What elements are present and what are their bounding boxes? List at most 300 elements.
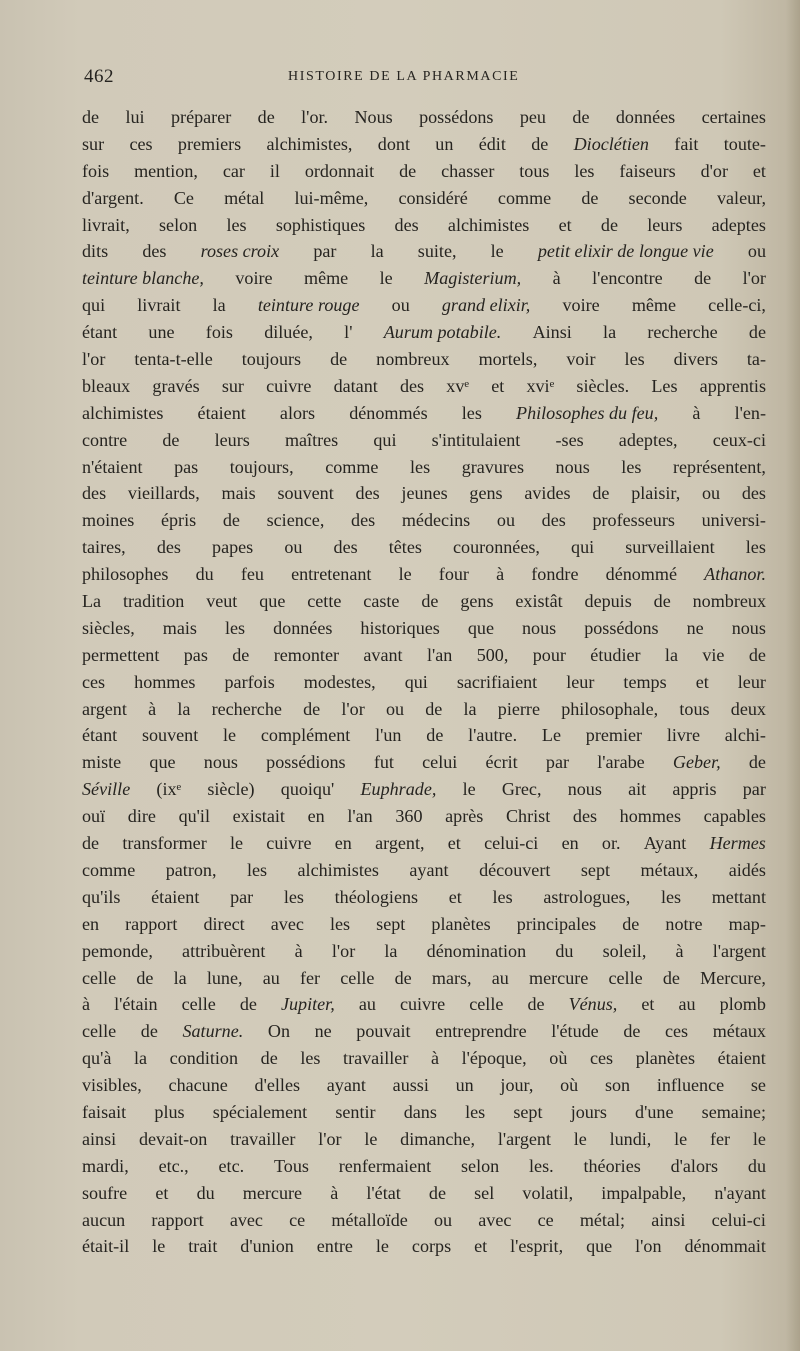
word: le xyxy=(223,725,237,746)
word: 360 xyxy=(395,806,423,827)
word: mars, xyxy=(431,967,472,988)
text-line xyxy=(82,212,766,239)
word: possédons xyxy=(419,107,494,127)
word: toujours xyxy=(241,349,302,370)
word: apprentis xyxy=(699,375,766,396)
word: aidés xyxy=(728,859,766,880)
word: écrit xyxy=(485,752,518,773)
word: et xyxy=(695,671,709,692)
word: l'autre. xyxy=(468,725,518,746)
word: Aurum potabile. xyxy=(383,322,502,343)
text-line xyxy=(82,265,766,292)
word: ta- xyxy=(746,349,766,370)
word: lui-même, xyxy=(294,187,369,208)
word: et xyxy=(447,833,461,854)
word: petit elixir de longue vie xyxy=(537,241,714,262)
text-line xyxy=(82,158,766,185)
word: Geber, xyxy=(672,752,721,773)
text-line xyxy=(82,776,766,803)
word: de xyxy=(425,698,443,719)
page-edge-shadow xyxy=(786,0,800,1351)
word: Le xyxy=(541,725,561,746)
word: diluée, xyxy=(264,322,313,343)
word: temps xyxy=(623,671,667,692)
word: l'état xyxy=(366,1182,401,1203)
word: universi- xyxy=(701,510,766,531)
word: nombreux xyxy=(692,591,766,612)
word: ce xyxy=(537,1209,554,1230)
word: dimanche, xyxy=(400,1128,476,1149)
word: corps xyxy=(411,1236,452,1257)
word: avec xyxy=(478,1209,512,1230)
word: d'une xyxy=(635,1101,674,1122)
word: données xyxy=(273,617,333,638)
word: planètes xyxy=(635,1048,695,1069)
word: Les xyxy=(651,375,678,396)
word: de xyxy=(592,483,610,504)
word: Saturne. xyxy=(182,1021,244,1042)
word: hommes xyxy=(134,671,196,692)
word: gravés xyxy=(152,375,200,396)
word: depuis xyxy=(584,591,632,612)
word: leurs xyxy=(647,214,683,235)
word: d'union xyxy=(240,1236,294,1257)
word: et xyxy=(558,214,572,235)
word: par xyxy=(742,779,766,800)
word: de xyxy=(239,994,257,1015)
word: le xyxy=(674,1128,688,1149)
body-text xyxy=(82,104,766,1260)
text-line xyxy=(82,749,766,776)
word: 500, xyxy=(476,644,509,665)
word: leur xyxy=(566,671,595,692)
word: de xyxy=(394,967,412,988)
word: dénommé xyxy=(605,564,677,585)
word: celle xyxy=(82,967,117,988)
word: pas xyxy=(174,456,199,477)
word: des xyxy=(142,241,167,262)
word: xvᵉ xyxy=(446,375,470,396)
word: Hermes xyxy=(709,833,766,854)
word: d'or xyxy=(700,160,728,181)
word: mention, xyxy=(134,160,198,181)
word: se xyxy=(750,1075,766,1096)
word: chasser xyxy=(441,160,495,181)
word: tenta-t-elle xyxy=(134,349,213,370)
word: avec xyxy=(270,913,304,934)
word: aussi xyxy=(392,1075,429,1096)
word: du xyxy=(196,1182,215,1203)
text-line xyxy=(82,507,766,534)
word: appris xyxy=(672,779,717,800)
word: étaient xyxy=(151,886,200,907)
word: ne xyxy=(314,1021,332,1042)
word: celui-ci xyxy=(711,1209,766,1230)
word: plaisir, xyxy=(631,483,681,504)
word: celle xyxy=(181,994,216,1015)
text-line xyxy=(82,480,766,507)
word: avant xyxy=(363,644,403,665)
word: théories xyxy=(583,1155,641,1176)
word: la xyxy=(134,1048,148,1069)
word: l'argent xyxy=(712,940,766,961)
word: de xyxy=(653,591,671,612)
word: trait xyxy=(188,1236,218,1257)
word: en xyxy=(307,806,325,827)
word: pemonde, xyxy=(82,940,153,961)
word: direct xyxy=(203,913,245,934)
word: médecins xyxy=(401,510,471,531)
word: données xyxy=(615,107,676,127)
text-line xyxy=(82,615,766,642)
word: travailler xyxy=(343,1048,409,1069)
word: pour xyxy=(532,644,566,665)
word: théologiens xyxy=(334,886,419,907)
word: jeunes xyxy=(401,483,448,504)
word: sentir xyxy=(335,1101,376,1122)
word: des xyxy=(156,537,181,558)
word: du xyxy=(747,1155,766,1176)
word: aucun xyxy=(82,1209,126,1230)
word: historiques xyxy=(360,617,440,638)
word: recherche xyxy=(211,698,282,719)
word: en xyxy=(561,833,579,854)
word: siècle) xyxy=(207,779,255,800)
word: et xyxy=(641,994,655,1015)
word: un xyxy=(435,133,454,154)
word: et xyxy=(491,375,505,396)
text-line xyxy=(82,1126,766,1153)
word: Ayant xyxy=(643,833,687,854)
word: volatil, xyxy=(522,1182,574,1203)
word: lune, xyxy=(206,967,243,988)
word: ayant xyxy=(326,1075,366,1096)
word: plomb xyxy=(719,994,766,1015)
word: de xyxy=(136,967,154,988)
word: en xyxy=(334,833,352,854)
word: professeurs xyxy=(592,510,675,531)
word: ou xyxy=(385,698,405,719)
word: les xyxy=(465,1101,486,1122)
word: philosophes xyxy=(82,564,169,585)
word: de xyxy=(572,107,590,127)
word: de xyxy=(140,1021,158,1042)
word: à xyxy=(82,994,91,1015)
word: cette xyxy=(307,591,342,612)
text-line xyxy=(82,427,766,454)
word: jour, xyxy=(500,1075,534,1096)
word: selon xyxy=(461,1155,500,1176)
word: le xyxy=(752,1128,766,1149)
word: veut xyxy=(206,591,238,612)
word: Euphrade, xyxy=(360,779,437,800)
word: de xyxy=(330,349,348,370)
word: ou xyxy=(391,295,410,316)
word: les xyxy=(621,456,642,477)
word: sacrifiaient xyxy=(456,671,538,692)
word: l'époque, xyxy=(461,1048,527,1069)
word: un xyxy=(455,1075,474,1096)
word: la xyxy=(177,698,191,719)
word: l'or xyxy=(82,349,106,370)
word: n'ayant xyxy=(714,1182,766,1203)
word: la xyxy=(212,295,226,316)
word: Tous xyxy=(273,1155,309,1176)
word: considéré xyxy=(398,187,468,208)
word: de xyxy=(748,322,766,343)
word: fer xyxy=(300,967,321,988)
word: étaient xyxy=(197,402,246,423)
running-head: HISTOIRE DE LA PHARMACIE xyxy=(288,69,520,84)
word: étant xyxy=(82,725,118,746)
word: la xyxy=(463,698,477,719)
word: capables xyxy=(703,806,766,827)
word: que xyxy=(586,1236,613,1257)
word: de xyxy=(232,644,250,665)
word: l'or xyxy=(341,698,365,719)
word: les xyxy=(660,886,682,907)
word: alors xyxy=(279,402,316,423)
word: ou xyxy=(702,483,721,504)
word: toute- xyxy=(723,133,766,154)
word: qui xyxy=(404,671,428,692)
word: nombreux xyxy=(376,349,450,370)
word: le xyxy=(379,268,393,289)
word: mais xyxy=(221,483,256,504)
word: rapport xyxy=(151,1209,204,1230)
word: celle xyxy=(82,1021,117,1042)
word: alchimistes xyxy=(447,214,530,235)
word: remonter xyxy=(273,644,340,665)
word: entretenant xyxy=(291,564,372,585)
word: pouvait xyxy=(356,1021,411,1042)
text-line xyxy=(82,696,766,723)
word: Ainsi xyxy=(532,322,572,343)
text-line xyxy=(82,131,766,158)
word: le xyxy=(573,1128,587,1149)
word: dénommait xyxy=(684,1236,766,1257)
word: les xyxy=(461,402,482,423)
word: ou xyxy=(747,241,766,262)
word: chacune xyxy=(168,1075,228,1096)
word: de xyxy=(82,833,100,854)
word: dénomination xyxy=(426,940,527,961)
word: ou xyxy=(284,537,303,558)
word: On xyxy=(267,1021,290,1042)
word: des xyxy=(351,510,376,531)
word: principales xyxy=(516,913,597,934)
word: au xyxy=(262,967,280,988)
text-line xyxy=(82,1099,766,1126)
word: le xyxy=(375,1236,389,1257)
word: ces xyxy=(589,1048,614,1069)
text-line xyxy=(82,1072,766,1099)
word: d'alors xyxy=(670,1155,719,1176)
word: l'étude xyxy=(551,1021,599,1042)
word: bleaux xyxy=(82,375,131,396)
word: science, xyxy=(266,510,325,531)
word: feu xyxy=(240,564,264,585)
word: et xyxy=(752,160,766,181)
word: la xyxy=(370,241,384,262)
word: en xyxy=(82,913,100,934)
word: édit xyxy=(478,133,506,154)
word: tradition xyxy=(122,591,185,612)
word: les xyxy=(624,349,645,370)
word: qu'à xyxy=(82,1048,112,1069)
word: le xyxy=(152,1236,166,1257)
word: argent, xyxy=(375,833,425,854)
word: qui xyxy=(373,429,397,450)
word: l'arabe xyxy=(597,752,645,773)
word: mettant xyxy=(711,886,766,907)
word: représentent, xyxy=(672,456,766,477)
word: des xyxy=(741,483,766,504)
page-number: 462 xyxy=(84,66,114,87)
word: de xyxy=(748,752,766,773)
word: les xyxy=(224,617,246,638)
word: les xyxy=(226,214,247,235)
word: ou xyxy=(433,1209,453,1230)
word: étant xyxy=(82,322,118,343)
word: rapport xyxy=(125,913,178,934)
word: semaine; xyxy=(701,1101,766,1122)
text-line xyxy=(82,938,766,965)
word: au xyxy=(358,994,376,1015)
word: étaient xyxy=(717,1048,766,1069)
word: avec xyxy=(229,1209,263,1230)
text-line xyxy=(82,642,766,669)
word: de xyxy=(82,107,100,127)
word: attribuèrent xyxy=(182,940,266,961)
word: faisait xyxy=(82,1101,127,1122)
word: jours xyxy=(570,1101,607,1122)
word: grand elixir, xyxy=(441,295,531,316)
word: dits xyxy=(82,241,109,262)
word: philosophale, xyxy=(561,698,659,719)
word: plus xyxy=(154,1101,185,1122)
word: le xyxy=(490,241,504,262)
word: des xyxy=(355,483,380,504)
word: les. xyxy=(529,1155,554,1176)
word: notre xyxy=(665,913,703,934)
word: gravures xyxy=(461,456,524,477)
word: alchimistes xyxy=(297,859,379,880)
word: l'or xyxy=(331,940,356,961)
word: La xyxy=(82,591,102,612)
text-line xyxy=(82,991,766,1018)
word: l' xyxy=(344,322,353,343)
text-line xyxy=(82,185,766,212)
word: de xyxy=(581,187,599,208)
word: ordonnait xyxy=(304,160,375,181)
word: d'elles xyxy=(254,1075,301,1096)
word: pas xyxy=(183,644,208,665)
word: l'étain xyxy=(114,994,158,1015)
word: ces xyxy=(665,1021,689,1042)
text-line xyxy=(82,454,766,481)
text-line xyxy=(82,1180,766,1207)
word: du xyxy=(195,564,214,585)
word: ainsi xyxy=(82,1128,117,1149)
word: le xyxy=(364,1128,378,1149)
word: d'argent. xyxy=(82,187,144,208)
word: cuivre xyxy=(399,994,446,1015)
word: souvent xyxy=(277,483,334,504)
word: toujours, xyxy=(229,456,294,477)
word: sept xyxy=(376,913,406,934)
word: dans xyxy=(403,1101,437,1122)
word: celle xyxy=(608,967,643,988)
word: ayant xyxy=(409,859,449,880)
word: livrait, xyxy=(82,214,130,235)
word: les xyxy=(745,537,766,558)
word: ou xyxy=(496,510,515,531)
word: de xyxy=(600,214,618,235)
word: existait xyxy=(232,806,285,827)
word: travailler xyxy=(230,1128,296,1149)
word: contre xyxy=(82,429,128,450)
text-line xyxy=(82,400,766,427)
word: la xyxy=(173,967,187,988)
word: les xyxy=(283,886,304,907)
word: Séville xyxy=(82,779,131,800)
word: devait-on xyxy=(138,1128,208,1149)
word: où xyxy=(560,1075,579,1096)
text-line xyxy=(82,911,766,938)
word: influence xyxy=(656,1075,725,1096)
word: sur xyxy=(82,133,105,154)
word: teinture blanche, xyxy=(82,268,204,289)
text-line xyxy=(82,830,766,857)
word: alchimistes xyxy=(82,402,164,423)
word: l'en- xyxy=(734,402,766,423)
word: visibles, xyxy=(82,1075,142,1096)
word: des xyxy=(333,537,358,558)
word: livre xyxy=(666,725,700,746)
word: nous xyxy=(731,617,766,638)
word: soleil, xyxy=(602,940,647,961)
word: comme xyxy=(325,456,379,477)
word: la xyxy=(384,940,398,961)
word: où xyxy=(549,1048,568,1069)
word: peu xyxy=(519,107,546,127)
word: de xyxy=(257,107,275,127)
word: Jupiter, xyxy=(280,994,335,1015)
word: l'an xyxy=(426,644,453,665)
word: métal xyxy=(224,187,265,208)
word: -ses xyxy=(555,429,584,450)
word: livrait xyxy=(137,295,181,316)
word: il xyxy=(269,160,280,181)
word: deux xyxy=(730,698,766,719)
word: ces xyxy=(82,671,106,692)
word: mercure xyxy=(529,967,589,988)
word: celle-ci, xyxy=(708,295,766,316)
word: de xyxy=(162,429,180,450)
word: fois xyxy=(205,322,233,343)
word: Mercure, xyxy=(700,967,766,988)
word: selon xyxy=(159,214,198,235)
word: dont xyxy=(377,133,410,154)
word: or. xyxy=(601,833,621,854)
word: de xyxy=(527,994,545,1015)
word: de xyxy=(399,160,417,181)
word: permettent xyxy=(82,644,160,665)
word: mais xyxy=(162,617,197,638)
word: métaux xyxy=(712,1021,766,1042)
word: premiers xyxy=(177,133,242,154)
